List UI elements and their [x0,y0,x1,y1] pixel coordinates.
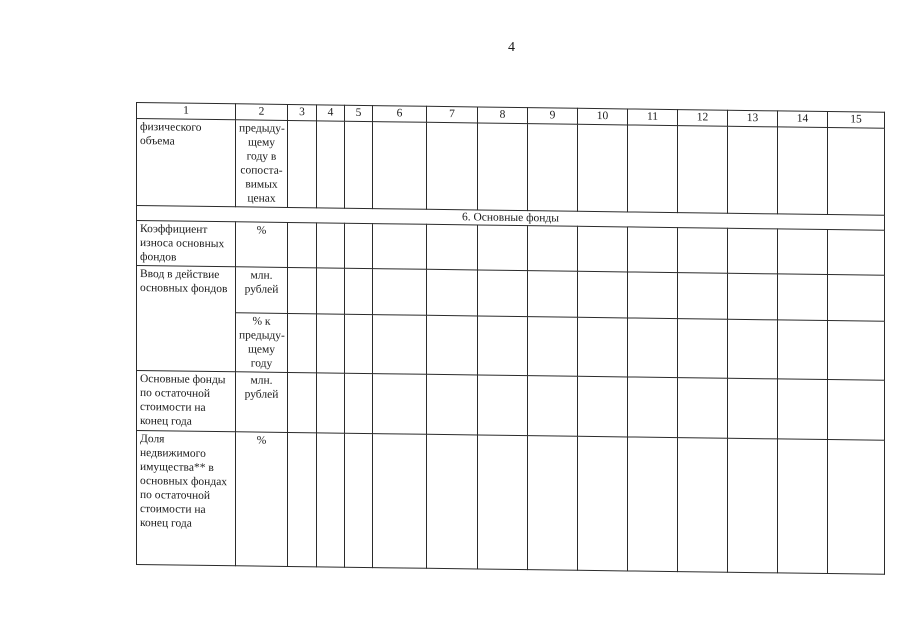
value-cell [828,128,885,216]
value-cell [288,222,317,267]
value-cell [628,437,678,572]
value-cell [427,269,478,316]
value-cell [578,226,628,272]
value-cell [578,124,628,212]
indicators-table-wrapper [136,102,884,575]
value-cell [427,315,478,375]
value-cell [578,376,628,437]
unit-cell: % [236,222,288,268]
unit-cell: млн. рублей [236,267,288,314]
value-cell [828,321,885,381]
value-cell [373,434,427,569]
value-cell [345,314,373,373]
value-cell [373,315,427,375]
value-cell [427,434,478,569]
column-number: 3 [288,104,317,120]
unit-cell: млн. рублей [236,372,288,433]
page-number: 4 [508,40,515,55]
value-cell [288,267,317,313]
table-row [137,312,885,381]
value-cell [628,377,678,438]
value-cell [528,376,578,437]
value-cell [345,223,373,268]
value-cell [478,375,528,436]
column-number: 15 [828,112,885,129]
value-cell [528,124,578,212]
value-cell [528,317,578,377]
indicator-cell: Доля недвижимого имущества** в основных фондах по остаточной стоимости на конец года [137,431,236,566]
value-cell [427,224,478,270]
value-cell [317,268,345,314]
value-cell [345,121,373,208]
column-number: 4 [317,105,345,121]
indicators-table [136,102,885,575]
value-cell [628,227,678,273]
value-cell [317,223,345,268]
indicator-cell: Основные фонды по остаточной стоимости на конец года [137,371,236,432]
value-cell [373,224,427,270]
value-cell [728,438,778,573]
value-cell [578,271,628,318]
column-number: 5 [345,105,373,121]
column-number: 2 [236,104,288,121]
value-cell [427,122,478,210]
value-cell [345,433,373,567]
value-cell [528,226,578,272]
column-number: 14 [778,111,828,128]
column-number: 9 [528,108,578,125]
value-cell [317,373,345,433]
value-cell [478,435,528,570]
value-cell [778,127,828,215]
value-cell [828,275,885,322]
value-cell [828,380,885,441]
value-cell [678,273,728,320]
value-cell [478,270,528,317]
column-number: 1 [137,103,236,120]
value-cell [728,228,778,274]
column-number: 7 [427,106,478,123]
value-cell [317,433,345,567]
table-row [137,431,885,575]
value-cell [728,378,778,439]
value-cell [288,313,317,372]
value-cell [288,120,317,207]
value-cell [778,274,828,321]
value-cell [778,439,828,574]
value-cell [628,318,678,378]
value-cell [317,314,345,373]
indicator-cell: Коэффициент износа основных фондов [137,221,236,267]
value-cell [678,319,728,379]
value-cell [678,126,728,214]
value-cell [778,229,828,275]
value-cell [728,273,778,320]
value-cell [478,225,528,271]
value-cell [578,436,628,571]
value-cell [828,440,885,575]
value-cell [728,126,778,214]
value-cell [478,123,528,211]
indicator-cell: Ввод в действие основных фондов [137,266,236,372]
value-cell [288,432,317,566]
value-cell [828,230,885,276]
value-cell [345,373,373,433]
column-number: 13 [728,110,778,127]
value-cell [373,269,427,316]
column-number: 8 [478,107,528,124]
value-cell [373,122,427,210]
value-cell [345,268,373,314]
unit-cell: предыду-щему году в сопоста-вимых ценах [236,120,288,208]
value-cell [317,121,345,208]
value-cell [678,438,728,573]
column-number: 12 [678,110,728,127]
value-cell [373,374,427,435]
indicator-cell: физического объема [137,119,236,207]
section-title: 6. Основные фонды [137,206,885,231]
value-cell [678,228,728,274]
value-cell [628,272,678,319]
column-number: 6 [373,106,427,123]
unit-cell: % к предыду-щему году [236,313,288,373]
value-cell [728,319,778,379]
unit-cell: % [236,432,288,567]
value-cell [528,271,578,318]
value-cell [288,372,317,432]
value-cell [478,316,528,376]
value-cell [578,317,628,377]
value-cell [678,378,728,439]
value-cell [427,374,478,435]
column-number: 11 [628,109,678,126]
column-number: 10 [578,108,628,125]
value-cell [778,320,828,380]
table-row [137,371,885,441]
table-row [137,119,885,216]
value-cell [778,379,828,440]
value-cell [628,125,678,213]
value-cell [528,436,578,571]
